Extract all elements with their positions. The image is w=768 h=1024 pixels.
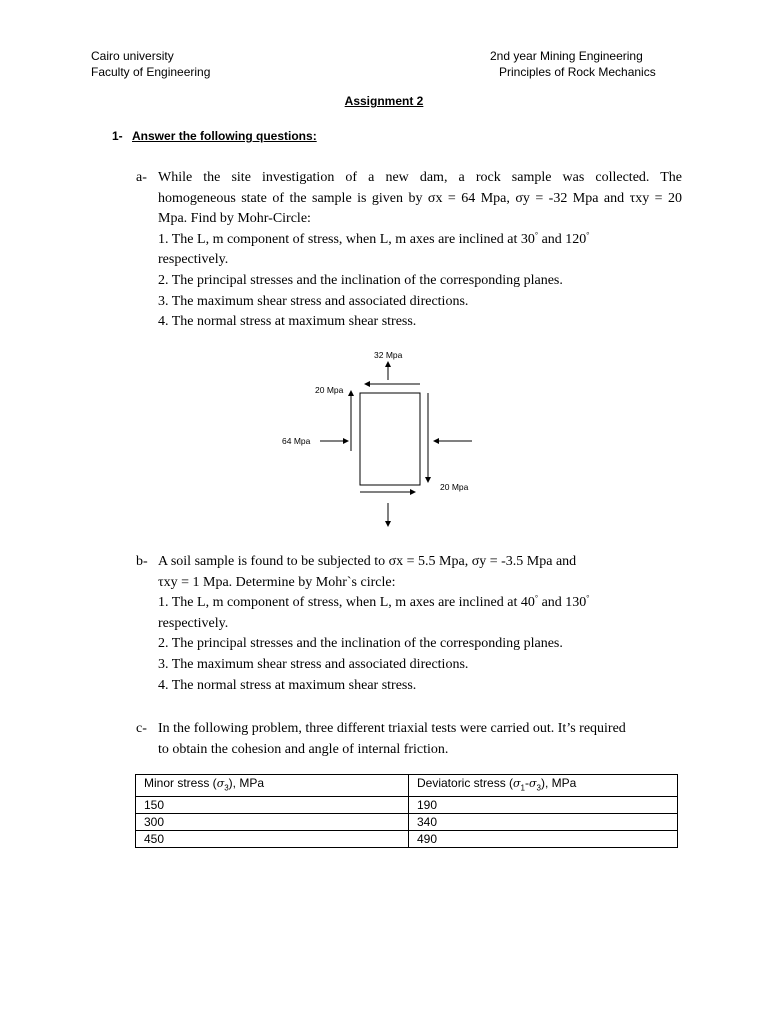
part-a-item1-mid: and 120 [538,231,587,247]
part-b-item3: 3. The maximum shear stress and associated directions. [158,656,469,672]
part-c-line1: In the following problem, three different triaxial tests were carried out. It’s required [158,721,626,736]
part-b-marker: b- [136,554,148,569]
faculty-name: Faculty of Engineering [91,65,211,79]
part-c [136,719,682,760]
course-name: Principles of Rock Mechanics [499,65,656,79]
part-a-item1 [158,230,682,251]
part-a-line2: homogeneous state of the sample is given by σx = 64 Mpa, σy = -32 Mpa and τxy = 20 [158,190,682,206]
minor-stress-cell: 450 [136,831,409,848]
part-a [136,168,682,333]
question-text: Answer the following questions: [132,129,317,143]
part-b-item1-text: 1. The L, m component of stress, when L, m axes are inclined at 40 [158,595,535,611]
part-a-item2: 2. The principal stresses and the inclination of the corresponding planes. [158,272,563,288]
triaxial-table [135,774,678,848]
header-left [91,48,210,80]
degree-symbol: ° [586,230,590,240]
part-b-item1 [158,593,682,614]
part-c-line2: to obtain the cohesion and angle of internal friction. [158,741,449,757]
degree-symbol: ° [534,593,539,603]
left-stress-label: 64 Mpa [282,436,311,446]
part-b-item4: 4. The normal stress at maximum shear stress. [158,677,417,693]
question-number: 1- [112,129,123,143]
part-b-line2: τxy = 1 Mpa. Determine by Mohr`s circle: [158,574,396,590]
header-minor-stress: Minor stress $(\sigma_3)$, MPa [136,775,409,797]
part-a-line3: Mpa. Find by Mohr-Circle: [158,211,311,227]
deviatoric-stress-cell: 190 [409,797,678,814]
page-title: Assignment 2 [344,94,424,108]
table-row [136,797,678,814]
top-shear-label: 20 Mpa [315,385,344,395]
part-a-item3: 3. The maximum shear stress and associated directions. [158,293,469,309]
part-b-item2: 2. The principal stresses and the inclination of the corresponding planes. [158,636,563,652]
deviatoric-stress-cell: 340 [409,814,678,831]
header-right [490,48,656,80]
stress-element-diagram [270,345,500,535]
university-name: Cairo university [91,49,174,63]
part-b-item1-cont: respectively. [158,615,229,631]
header-deviatoric-stress: Deviatoric stress $(\sigma_1-\sigma_3)$, MPa [409,775,678,797]
table-header-row [136,775,678,797]
part-b-line1: A soil sample is found to be subjected to σx = 5.5 Mpa, σy = -3.5 Mpa and [158,554,577,569]
stress-element-box [360,393,420,485]
top-stress-label: 32 Mpa [374,350,403,360]
degree-symbol: ° [586,593,590,603]
part-c-marker: c- [136,721,147,736]
part-a-item4: 4. The normal stress at maximum shear stress. [158,314,417,330]
degree-symbol: ° [534,230,539,240]
part-a-line1: While the site investigation of a new dam, a rock sample was collected. The [158,170,682,185]
bottom-shear-label: 20 Mpa [440,482,469,492]
year-department: 2nd year Mining Engineering [490,49,643,63]
table-row [136,814,678,831]
part-a-item1-text: 1. The L, m component of stress, when L, m axes are inclined at 30 [158,231,535,247]
deviatoric-stress-cell: 490 [409,831,678,848]
minor-stress-cell: 150 [136,797,409,814]
part-a-item1-cont: respectively. [158,252,229,268]
minor-stress-cell: 300 [136,814,409,831]
part-b [136,552,682,696]
question-heading [112,129,317,143]
table-row [136,831,678,848]
part-b-item1-mid: and 130 [538,595,587,611]
part-a-marker: a- [136,170,147,185]
